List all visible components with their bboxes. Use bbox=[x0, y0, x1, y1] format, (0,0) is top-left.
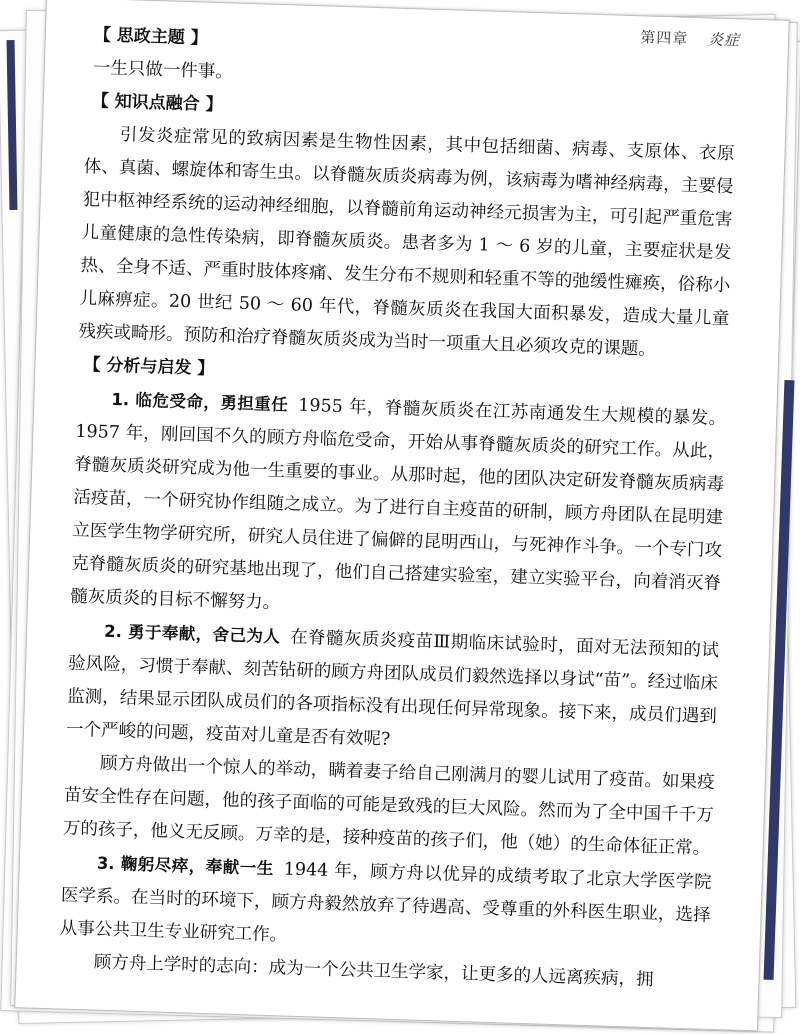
theme-text: 一生只做一件事。 bbox=[92, 58, 234, 83]
chapter-label: 第四章 bbox=[639, 28, 689, 48]
item2-title: 2. 勇于奉献，舍己为人 bbox=[103, 621, 281, 647]
item3-text: 1944 年，顾方舟以优异的成绩考取了北京大学医学院医学系。在当时的环境下，顾方舟毅然放弃了待遇高、受尊重的外科医生职业，选择从事公共卫生专业研究工作。 bbox=[59, 859, 712, 946]
chapter-title: 炎症 bbox=[707, 30, 741, 50]
item3-title: 3. 鞠躬尽瘁，奉献一生 bbox=[96, 853, 275, 879]
section-heading-theme: 【 思政主题 】 bbox=[93, 25, 208, 49]
item2-text: 在脊髓灰质炎疫苗Ⅲ期临床试验时，面对无法预知的试验风险，习惯于奉献、刻苦钻研的顾方舟团队成员们毅然选择以身试“苗”。经过临床监测，结果显示团队成员们的各项指标没有出现任何异常现象。接下来，成员们遇到一个严峻的问题，疫苗对儿童是否有效呢? bbox=[65, 627, 720, 750]
page-content bbox=[58, 19, 738, 999]
item1-paragraph bbox=[70, 382, 727, 634]
item2-paragraph-2: 顾方舟做出一个惊人的举动，瞒着妻子给自己刚满月的婴儿试用了疫苗。如果疫苗安全性存在问题，他的孩子面临的可能是致残的巨大风险。然而为了全中国千千万万的孩子，他义无反顾。万幸的是，接种疫苗的孩子们，他（她）的生命体征正常。 bbox=[62, 753, 716, 859]
section-heading-analysis: 【 分析与启发 】 bbox=[83, 354, 215, 380]
item3-paragraph-2: 顾方舟上学时的志向：成为一个公共卫生学家，让更多的人远离疾病，拥 bbox=[93, 952, 654, 991]
item2-paragraph bbox=[66, 614, 720, 767]
document-page bbox=[14, 0, 789, 1031]
item1-text: 1955 年，脊髓灰质炎在江苏南通发生大规模的暴发。1957 年，刚回国不久的顾方舟临危受命，开始从事脊髓灰质炎的研究工作。从此，脊髓灰质炎研究成为他一生重要的事业。从那时起，他的团队决定研发脊髓灰质病毒活疫苗，一个研究协作组随之成立。为了进行自主疫苗的研制，顾方舟团队在昆明建立医学生物学研究所，研究人员住进了偏僻的昆明西山，与死神作斗争。一个专门攻克脊髓灰质炎的研究基地出现了，他们自己搭建实验室，建立实验平台，向着消灭脊髓灰质炎的目标不懈努力。 bbox=[69, 395, 727, 614]
item1-title: 1. 临危受命，勇担重任 bbox=[111, 389, 289, 415]
fusion-paragraph: 引发炎症常见的致病因素是生物性因素，其中包括细菌、病毒、支原体、衣原体、真菌、螺旋体和寄生虫。以脊髓灰质炎病毒为例，该病毒为嗜神经病毒，主要侵犯中枢神经系统的运动神经细胞，以脊髓前角运动神经元损害为主，可引起严重危害儿童健康的急性传染病，即脊髓灰质炎。患者多为 1 ～ 6 岁的儿童，主要症状是发热、全身不适、严重时肢体疼痛、发生分布不规则和轻重不等的弛缓性瘫痪，俗称小儿麻痹症。20 世纪 50 ～ 60 年代，脊髓灰质炎在我国大面积暴发，造成大量儿童残疾或畸形。预防和治疗脊髓灰质炎成为当时一项重大且必须攻克的课题。 bbox=[78, 124, 735, 360]
section-heading-fusion: 【 知识点融合 】 bbox=[91, 91, 223, 116]
